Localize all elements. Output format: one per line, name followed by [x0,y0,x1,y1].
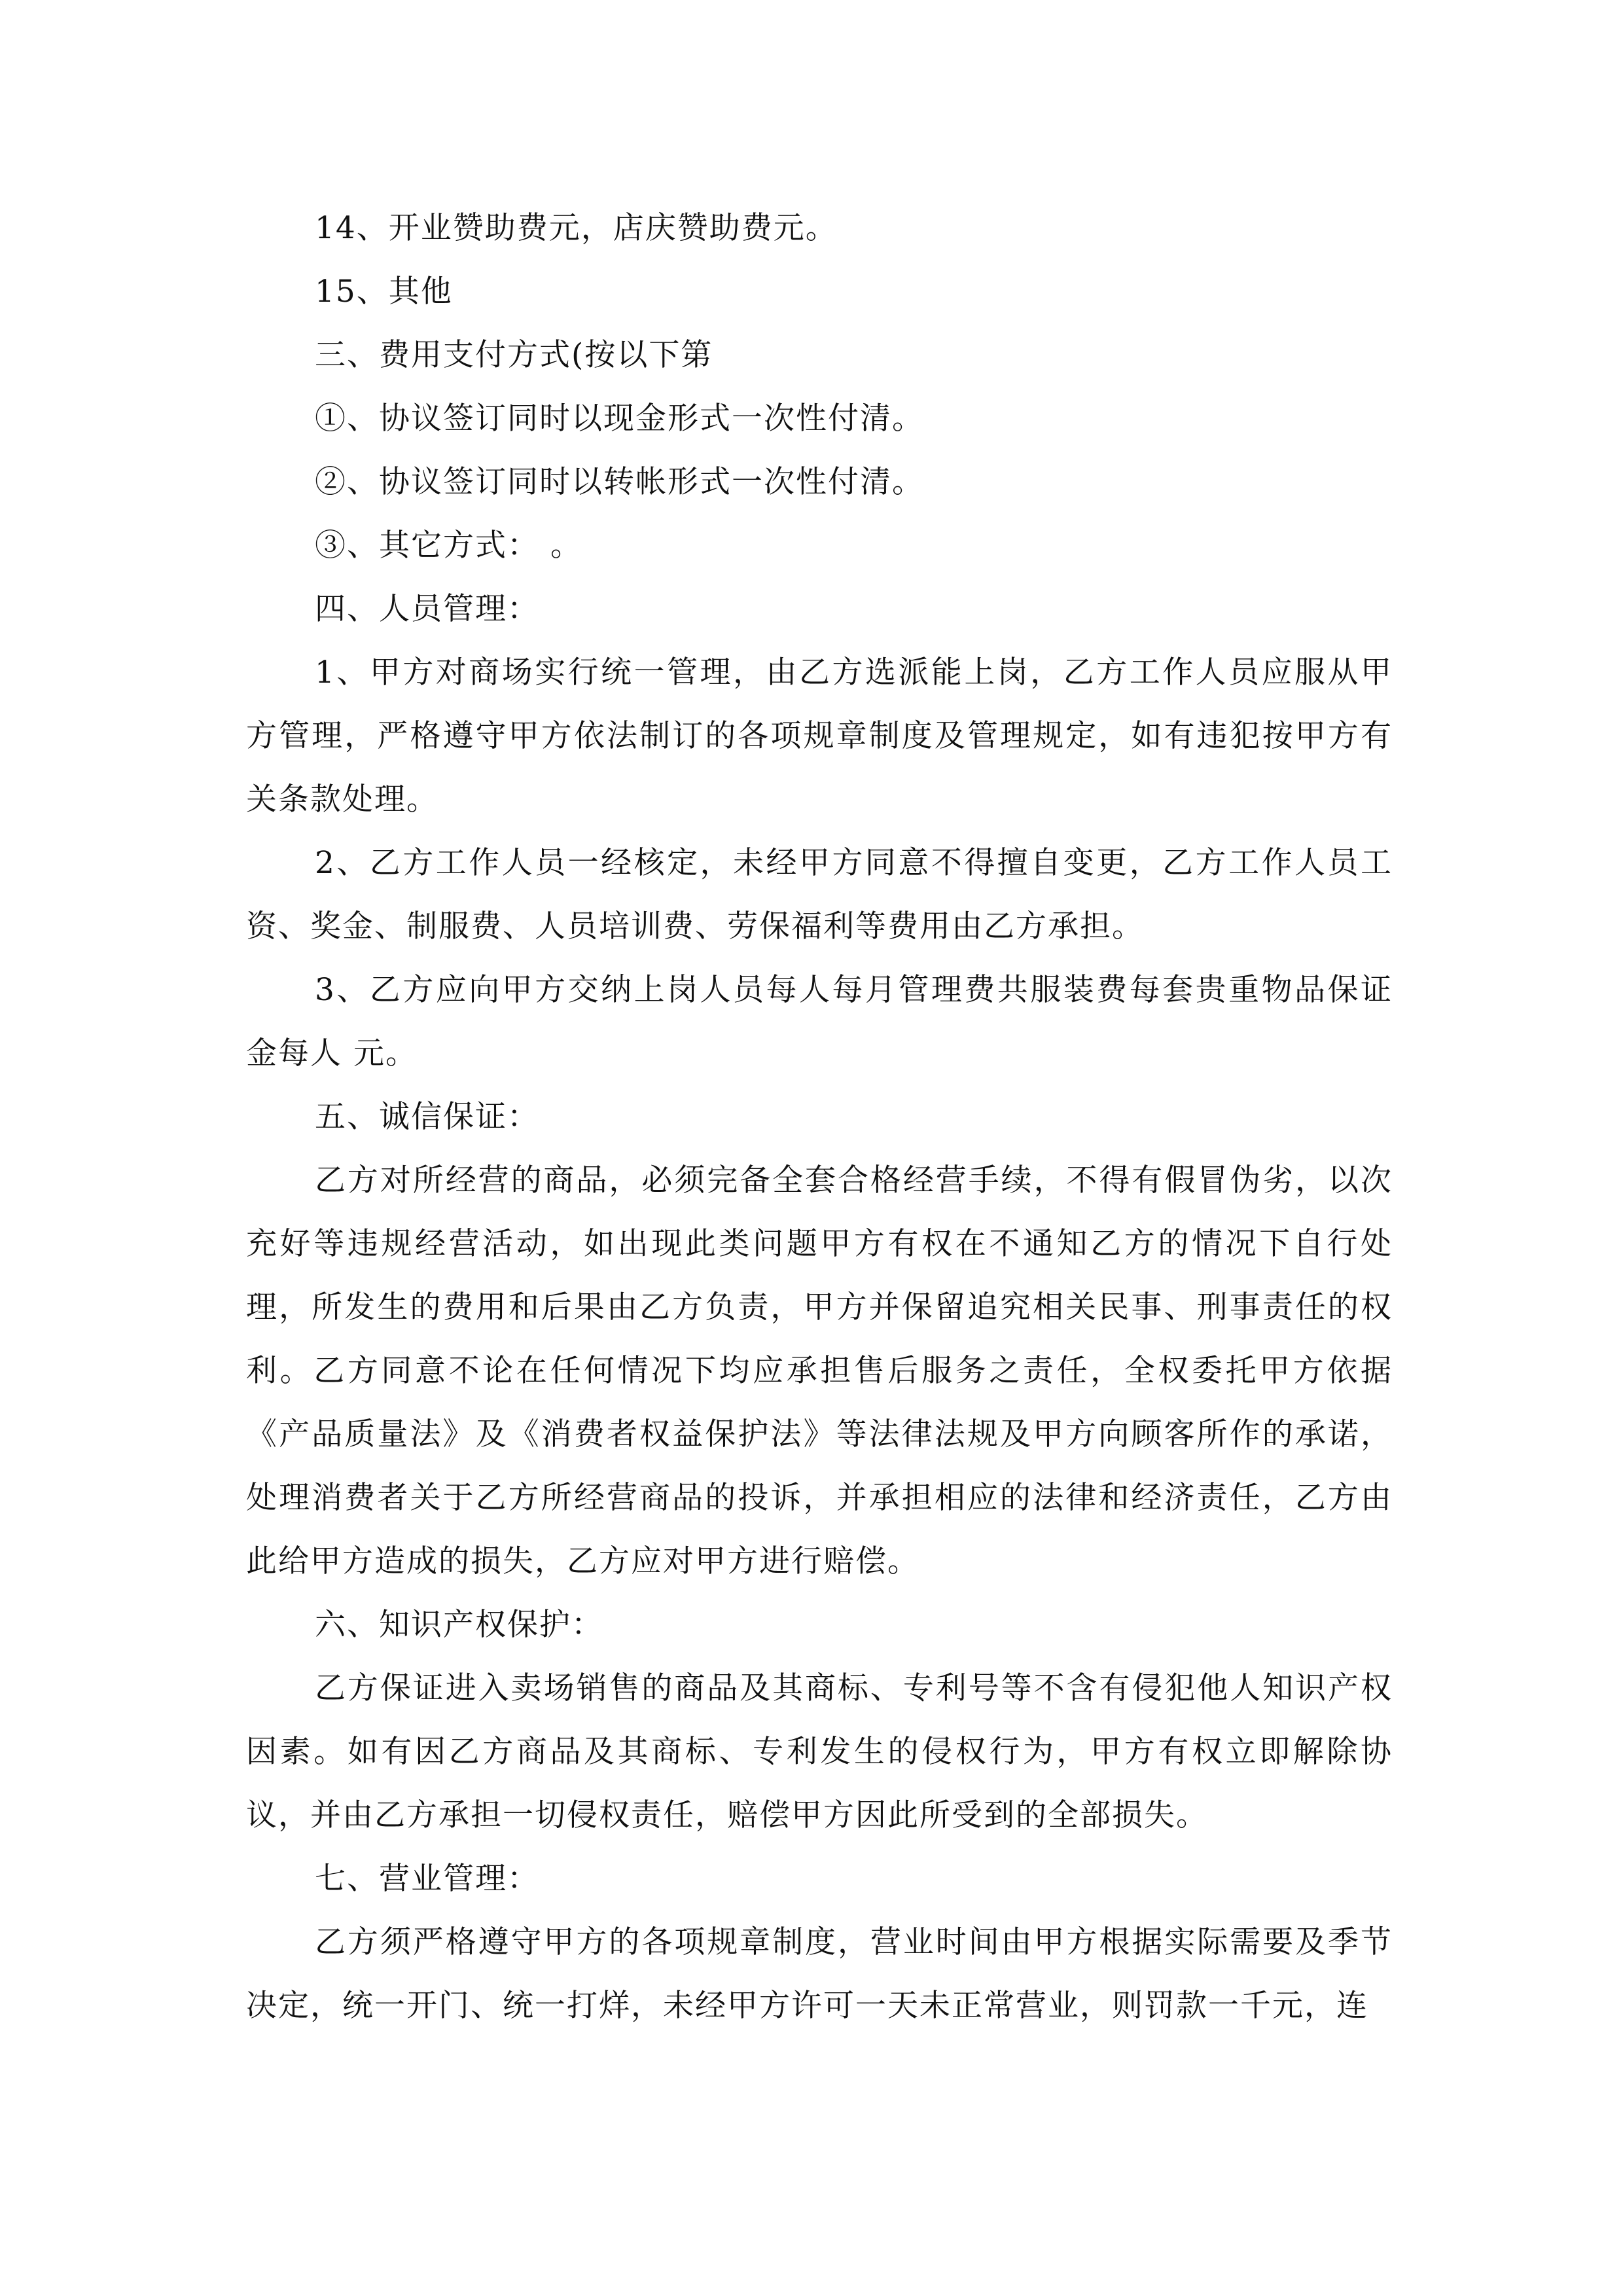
payment-option-2: ②、协议签订同时以转帐形式一次性付清。 [315,464,924,500]
section-heading-integrity: 五、诚信保证： [315,1099,539,1135]
personnel-clause-2: 2、乙方工作人员一经核定，未经甲方同意不得擅自变更，乙方工作人员工资、奖金、制服费、人员培训费、劳保福利等费用由乙方承担。 [246,845,1393,944]
operations-clause: 乙方须严格遵守甲方的各项规章制度，营业时间由甲方根据实际需要及季节决定，统一开门、统一打烊，未经甲方许可一天未正常营业，则罚款一千元，连 [246,1924,1393,2024]
ip-clause: 乙方保证进入卖场销售的商品及其商标、专利号等不含有侵犯他人知识产权因素。如有因乙方商品及其商标、专利发生的侵权行为，甲方有权立即解除协议，并由乙方承担一切侵权责任，赔偿甲方因此所受到的全部损失。 [246,1670,1393,1833]
paragraph-item-14: 14、开业赞助费元，店庆赞助费元。 [315,210,838,246]
section-heading-ip: 六、知识产权保护： [315,1607,603,1643]
payment-option-3: ③、其它方式： 。 [315,528,582,564]
personnel-clause-1: 1、甲方对商场实行统一管理，由乙方选派能上岗，乙方工作人员应服从甲方管理，严格遵守甲方依法制订的各项规章制度及管理规定，如有违犯按甲方有关条款处理。 [246,655,1393,817]
section-heading-payment: 三、费用支付方式(按以下第 [315,337,713,373]
section-heading-personnel: 四、人员管理： [315,591,539,627]
payment-option-1: ①、协议签订同时以现金形式一次性付清。 [315,401,924,437]
personnel-clause-3: 3、乙方应向甲方交纳上岗人员每人每月管理费共服装费每套贵重物品保证金每人 元。 [246,972,1393,1071]
integrity-clause: 乙方对所经营的商品，必须完备全套合格经营手续，不得有假冒伪劣，以次充好等违规经营活动，如出现此类问题甲方有权在不通知乙方的情况下自行处理，所发生的费用和后果由乙方负责，甲方并保留追究相关民事、刑事责任的权利。乙方同意不论在任何情况下均应承担售后服务之责任，全权委托甲方依据《产品质量法》及《消费者权益保护法》等法律法规及甲方向顾客所作的承诺，处理消费者关于乙方所经营商品的投诉，并承担相应的法律和经济责任，乙方由此给甲方造成的损失，乙方应对甲方进行赔偿。 [246,1162,1393,1579]
section-heading-operations: 七、营业管理： [315,1861,539,1897]
document-body [246,196,1393,2037]
paragraph-item-15: 15、其他 [315,274,453,310]
